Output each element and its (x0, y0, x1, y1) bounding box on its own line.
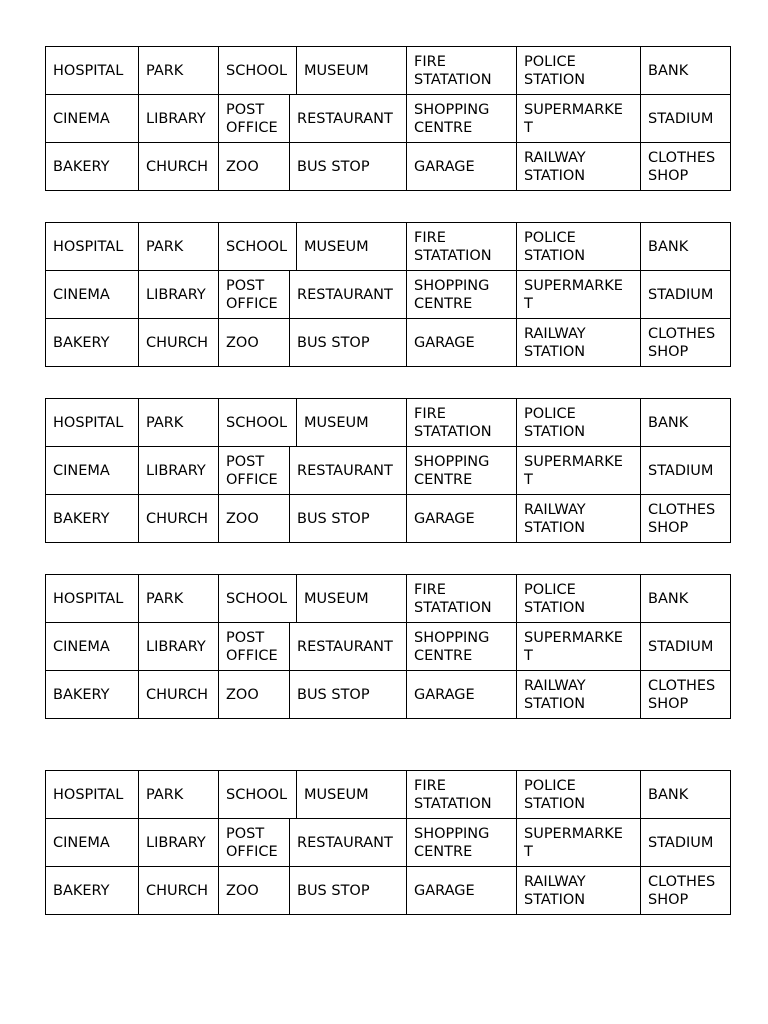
top-row (45, 770, 731, 818)
place-cell: SCHOOL (218, 398, 296, 446)
place-cell: SHOPPING CENTRE (406, 622, 516, 670)
place-cell: GARAGE (406, 142, 516, 191)
place-cell: HOSPITAL (45, 222, 138, 270)
place-cell: RAILWAY STATION (516, 670, 640, 719)
place-cell: LIBRARY (138, 94, 218, 142)
middle-row (45, 446, 731, 494)
place-cell: MUSEUM (296, 46, 406, 94)
place-cell: PARK (138, 574, 218, 622)
place-cell: RESTAURANT (289, 622, 406, 670)
place-cell: CINEMA (45, 818, 138, 866)
place-cell: CINEMA (45, 622, 138, 670)
place-cell: SHOPPING CENTRE (406, 446, 516, 494)
place-cell: SUPERMARKE T (516, 270, 640, 318)
middle-row (45, 270, 731, 318)
place-cell: BANK (640, 770, 731, 818)
place-cell: RESTAURANT (289, 818, 406, 866)
place-cell: BAKERY (45, 670, 138, 719)
place-cell: FIRE STATATION (406, 770, 516, 818)
place-cell: ZOO (218, 670, 289, 719)
place-cell: RESTAURANT (289, 270, 406, 318)
place-cell: LIBRARY (138, 270, 218, 318)
place-cell: LIBRARY (138, 446, 218, 494)
place-cell: STADIUM (640, 94, 731, 142)
middle-row (45, 622, 731, 670)
place-cell: SUPERMARKE T (516, 622, 640, 670)
place-cell: BUS STOP (289, 670, 406, 719)
place-cell: ZOO (218, 494, 289, 543)
place-cell: FIRE STATATION (406, 222, 516, 270)
place-cell: LIBRARY (138, 818, 218, 866)
place-cell: CHURCH (138, 494, 218, 543)
top-row (45, 574, 731, 622)
place-cell: RAILWAY STATION (516, 318, 640, 367)
place-cell: POLICE STATION (516, 770, 640, 818)
place-cell: STADIUM (640, 622, 731, 670)
place-cell: FIRE STATATION (406, 46, 516, 94)
place-cell: GARAGE (406, 670, 516, 719)
place-cell: SHOPPING CENTRE (406, 270, 516, 318)
place-cell: ZOO (218, 318, 289, 367)
top-row (45, 222, 731, 270)
place-cell: POST OFFICE (218, 270, 289, 318)
place-cell: CINEMA (45, 446, 138, 494)
place-cell: PARK (138, 222, 218, 270)
place-cell: POLICE STATION (516, 46, 640, 94)
bottom-row (45, 866, 731, 915)
place-cell: CHURCH (138, 670, 218, 719)
place-cell: RAILWAY STATION (516, 866, 640, 915)
bottom-row (45, 318, 731, 367)
bottom-row (45, 494, 731, 543)
place-cell: HOSPITAL (45, 770, 138, 818)
place-cell: SUPERMARKE T (516, 446, 640, 494)
place-cell: BANK (640, 46, 731, 94)
place-cell: PARK (138, 46, 218, 94)
bottom-row (45, 142, 731, 191)
place-cell: BANK (640, 398, 731, 446)
top-row (45, 398, 731, 446)
middle-row (45, 94, 731, 142)
bottom-row (45, 670, 731, 719)
place-cell: BUS STOP (289, 318, 406, 367)
place-cell: SHOPPING CENTRE (406, 818, 516, 866)
place-cell: MUSEUM (296, 222, 406, 270)
place-cell: HOSPITAL (45, 574, 138, 622)
place-cell: RAILWAY STATION (516, 142, 640, 191)
place-cell: ZOO (218, 866, 289, 915)
place-cell: CHURCH (138, 318, 218, 367)
place-cell: SUPERMARKE T (516, 94, 640, 142)
place-cell: FIRE STATATION (406, 398, 516, 446)
place-cell: SCHOOL (218, 46, 296, 94)
place-cell: SCHOOL (218, 770, 296, 818)
place-cell: SCHOOL (218, 222, 296, 270)
place-cell: POST OFFICE (218, 818, 289, 866)
place-cell: RAILWAY STATION (516, 494, 640, 543)
place-cell: PARK (138, 770, 218, 818)
place-cell: MUSEUM (296, 770, 406, 818)
place-cell: POST OFFICE (218, 622, 289, 670)
place-cell: GARAGE (406, 866, 516, 915)
top-row (45, 46, 731, 94)
place-cell: CLOTHES SHOP (640, 866, 731, 915)
place-cell: BAKERY (45, 494, 138, 543)
place-cell: BUS STOP (289, 866, 406, 915)
place-cell: POST OFFICE (218, 446, 289, 494)
place-cell: SUPERMARKE T (516, 818, 640, 866)
place-cell: FIRE STATATION (406, 574, 516, 622)
place-cell: BANK (640, 222, 731, 270)
place-cell: CINEMA (45, 94, 138, 142)
place-cell: GARAGE (406, 494, 516, 543)
place-cell: POST OFFICE (218, 94, 289, 142)
place-cell: BAKERY (45, 142, 138, 191)
place-cell: CINEMA (45, 270, 138, 318)
place-cell: BUS STOP (289, 494, 406, 543)
place-cell: POLICE STATION (516, 398, 640, 446)
place-cell: POLICE STATION (516, 222, 640, 270)
place-cell: SCHOOL (218, 574, 296, 622)
place-cell: CLOTHES SHOP (640, 670, 731, 719)
place-cell: BUS STOP (289, 142, 406, 191)
place-cell: ZOO (218, 142, 289, 191)
place-cell: STADIUM (640, 818, 731, 866)
place-cell: HOSPITAL (45, 46, 138, 94)
place-cell: STADIUM (640, 270, 731, 318)
place-cell: MUSEUM (296, 574, 406, 622)
place-cell: PARK (138, 398, 218, 446)
place-cell: HOSPITAL (45, 398, 138, 446)
place-cell: GARAGE (406, 318, 516, 367)
place-cell: CLOTHES SHOP (640, 142, 731, 191)
place-cell: RESTAURANT (289, 94, 406, 142)
place-cell: CLOTHES SHOP (640, 318, 731, 367)
place-cell: BAKERY (45, 866, 138, 915)
place-cell: CHURCH (138, 866, 218, 915)
place-cell: RESTAURANT (289, 446, 406, 494)
place-cell: POLICE STATION (516, 574, 640, 622)
place-cell: CHURCH (138, 142, 218, 191)
middle-row (45, 818, 731, 866)
place-cell: SHOPPING CENTRE (406, 94, 516, 142)
place-cell: CLOTHES SHOP (640, 494, 731, 543)
place-cell: BAKERY (45, 318, 138, 367)
place-cell: LIBRARY (138, 622, 218, 670)
place-cell: STADIUM (640, 446, 731, 494)
place-cell: BANK (640, 574, 731, 622)
place-cell: MUSEUM (296, 398, 406, 446)
